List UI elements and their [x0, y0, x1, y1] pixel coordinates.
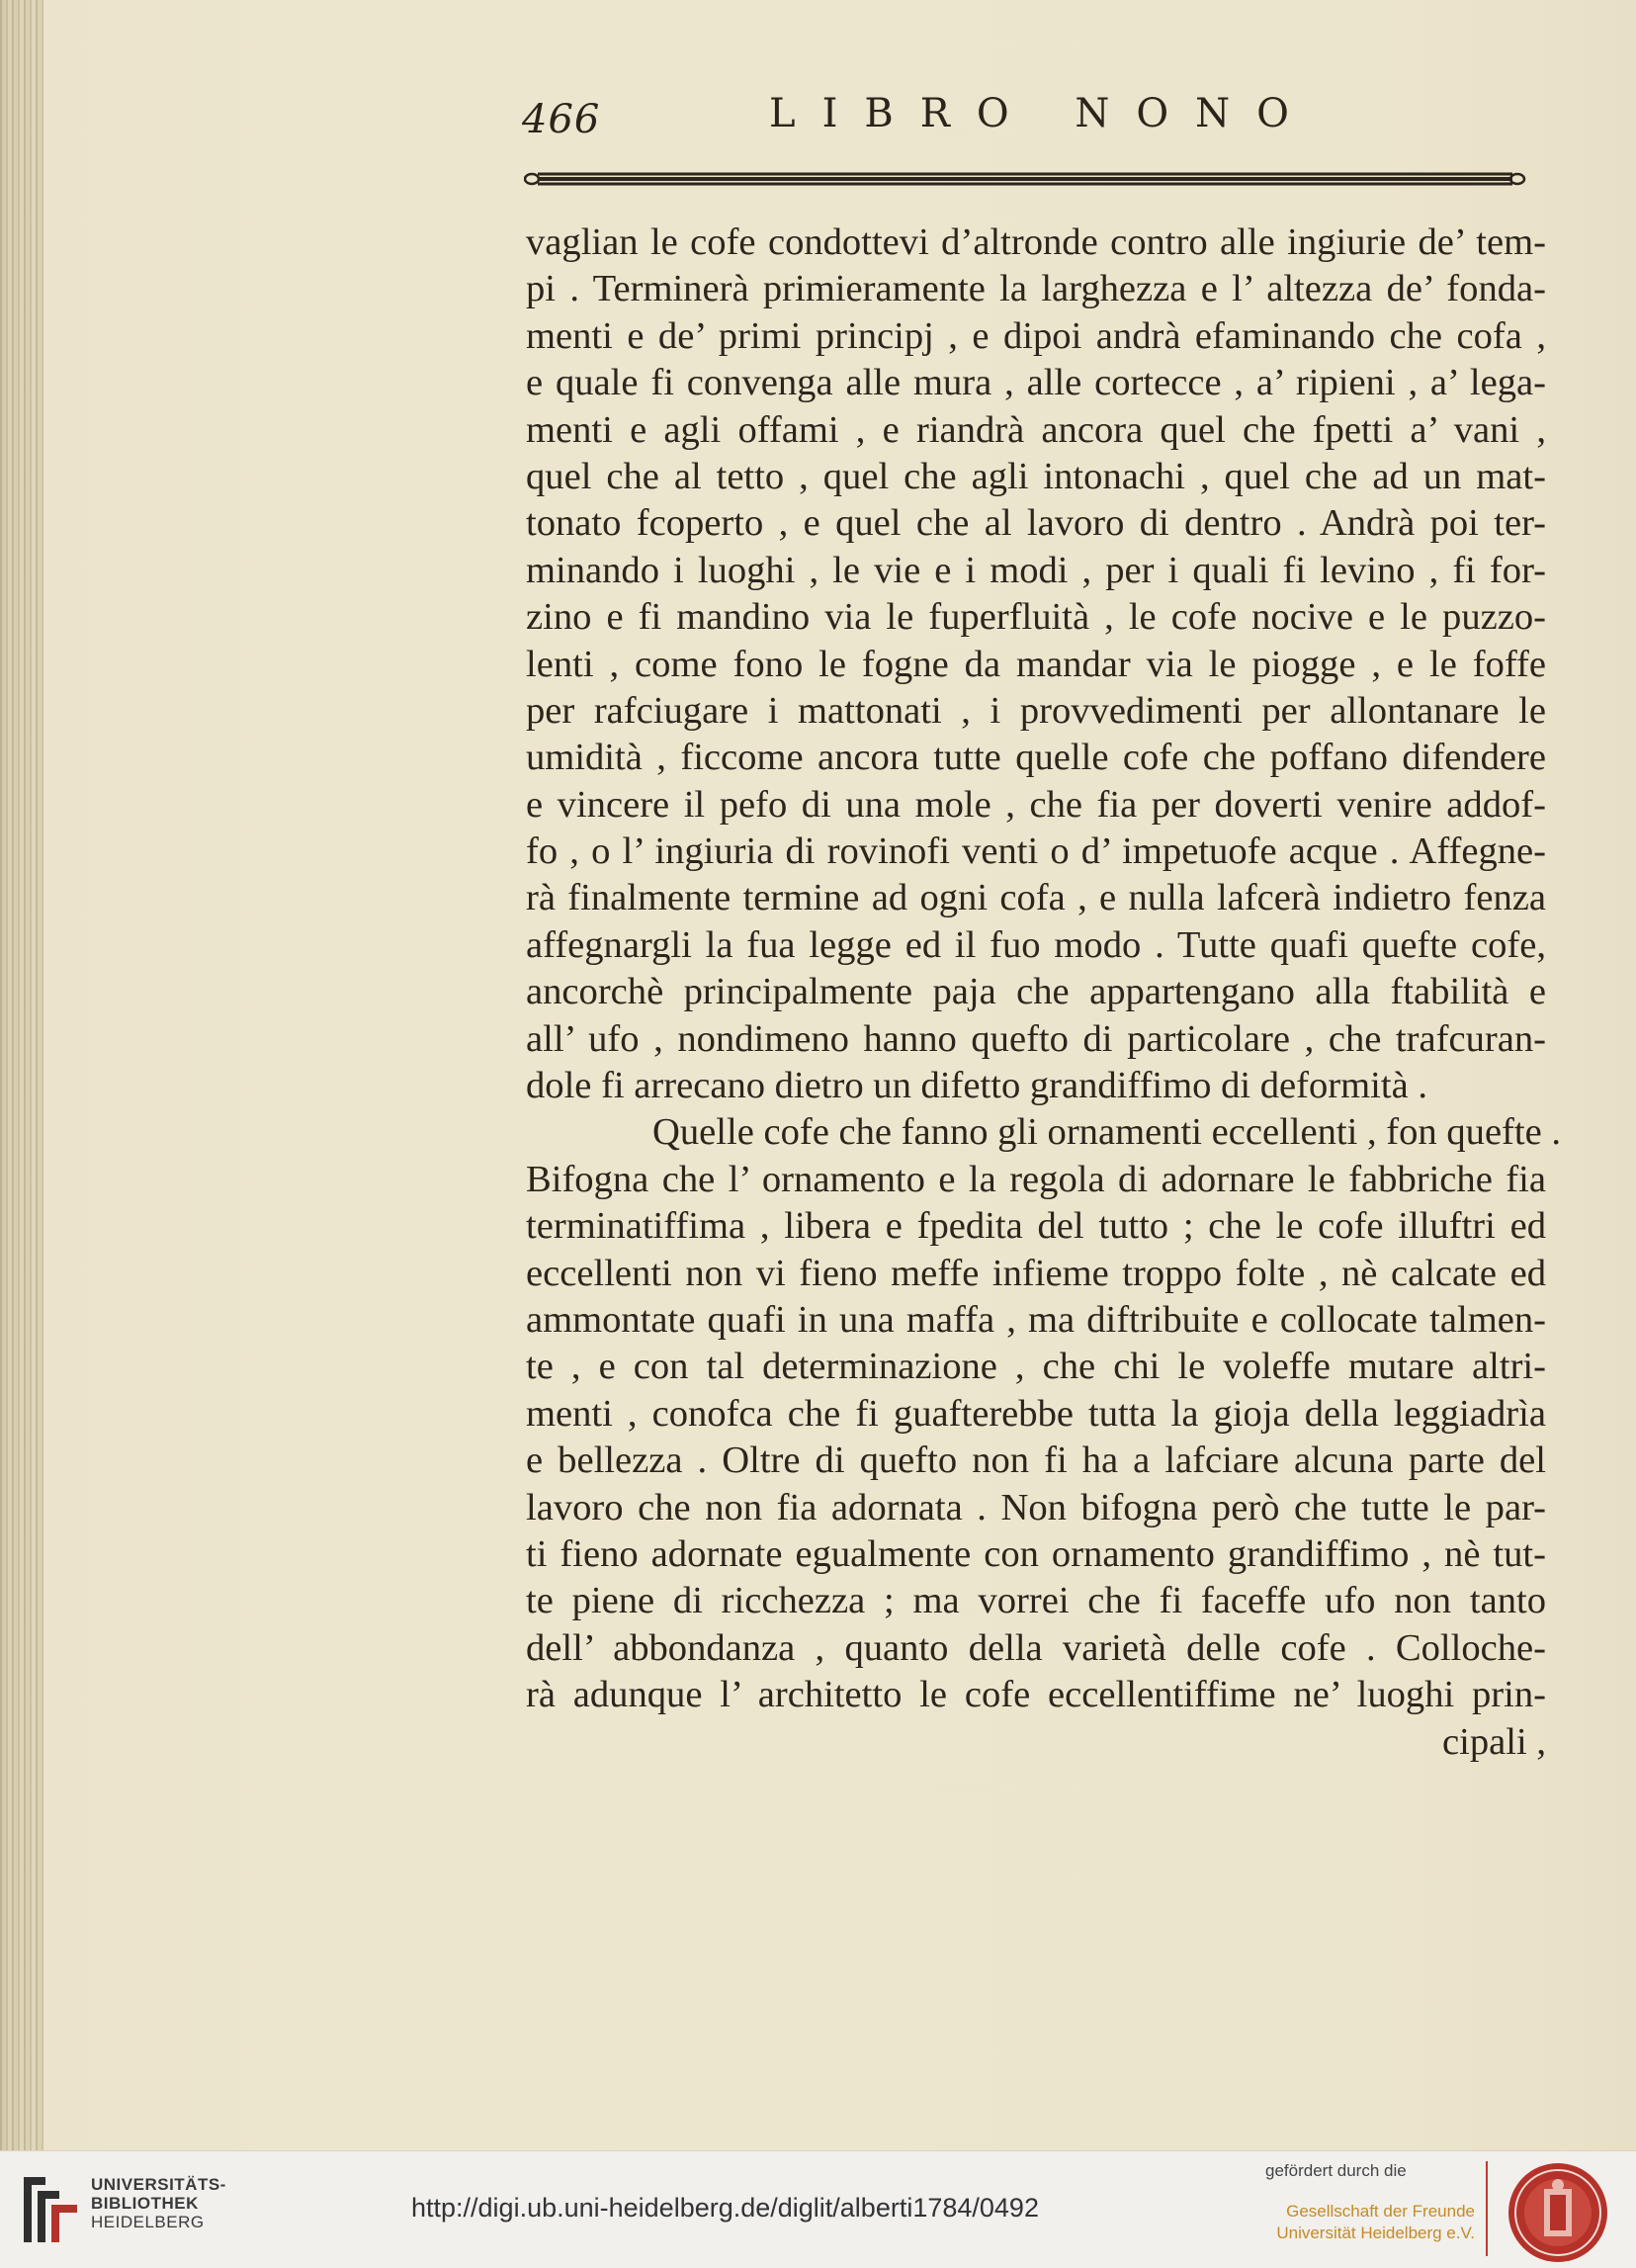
text-line: e bellezza . Oltre di quefto non fi ha a lafciare alcuna parte del — [526, 1439, 1546, 1482]
sponsor-name-line: Gesellschaft der Freunde — [1286, 2202, 1475, 2221]
viewer-footer — [0, 2150, 1636, 2268]
text-line: e quale fi convenga alle mura , alle cortecce , a’ ripieni , a’ lega- — [526, 362, 1546, 404]
permalink-url[interactable]: http://digi.ub.uni-heidelberg.de/diglit/alberti1784/0492 — [411, 2193, 1039, 2223]
library-name-line: UNIVERSITÄTS- — [91, 2175, 226, 2194]
text-line: pi . Terminerà primieramente la larghezza e l’ altezza de’ fonda- — [526, 268, 1546, 310]
text-line: zino e fi mandino via le fuperfluità , le cofe nocive e le puzzo- — [526, 596, 1546, 639]
text-line: terminatiffima , libera e fpedita del tutto ; che le cofe illuftri ed — [526, 1205, 1546, 1248]
text-line: rà finalmente termine ad ogni cofa , e nulla lafcerà indietro fenza — [526, 877, 1546, 919]
sponsor-label: gefördert durch die — [1265, 2161, 1407, 2180]
university-seal-icon — [1507, 2161, 1609, 2264]
body-text — [526, 219, 1562, 1766]
text-line: lavoro che non fia adornata . Non bifogna però che tutte le par- — [526, 1486, 1546, 1528]
page-header — [522, 91, 1550, 146]
text-line: ti fieno adornate egualmente con ornamento grandiffimo , nè tut- — [526, 1532, 1546, 1575]
text-line: eccellenti non vi fieno meffe infieme troppo folte , nè calcate ed — [526, 1252, 1546, 1294]
text-line: menti e de’ primi principj , e dipoi andrà efaminando che cofa , — [526, 314, 1546, 357]
text-line: fo , o l’ ingiuria di rovinofi venti o d’ impetuofe acque . Affegne- — [526, 830, 1546, 873]
text-line: e vincere il pefo di una mole , che fia per doverti venire addof- — [526, 783, 1546, 826]
university-library-logo-icon — [20, 2173, 83, 2246]
catchword: cipali , — [1442, 1720, 1546, 1763]
text-line: dell’ abbondanza , quanto della varietà delle cofe . Colloche- — [526, 1626, 1546, 1669]
text-line: te , e con tal determinazione , che chi le voleffe mutare altri- — [526, 1346, 1546, 1388]
text-line: dole fi arrecano dietro un difetto grandiffimo di deformità . — [526, 1065, 1427, 1107]
text-line: affegnargli la fua legge ed il fuo modo . Tutte quafi quefte cofe, — [526, 923, 1546, 966]
text-line: tonato fcoperto , e quel che al lavoro di dentro . Andrà poi ter- — [526, 502, 1546, 545]
text-line: te piene di ricchezza ; ma vorrei che fi faceffe ufo non tanto — [526, 1580, 1546, 1622]
text-line: umidità , ficcome ancora tutte quelle cofe che poffano difendere — [526, 737, 1546, 779]
text-line: lenti , come fono le fogne da mandar via le piogge , e le foffe — [526, 643, 1546, 685]
text-line: menti , conofca che fi guafterebbe tutta la gioja della leggiadrìa — [526, 1392, 1546, 1435]
sponsor-divider — [1486, 2161, 1488, 2256]
library-name-line: HEIDELBERG — [91, 2213, 205, 2231]
text-line: per rafciugare i mattonati , i provvedimenti per allontanare le — [526, 689, 1546, 732]
running-head: LIBRO NONO — [769, 91, 1316, 136]
sponsor-name-line: Universität Heidelberg e.V. — [1276, 2224, 1475, 2242]
text-line: rà adunque l’ architetto le cofe eccellentiffime ne’ luoghi prin- — [526, 1674, 1546, 1716]
text-line: minando i luoghi , le vie e i modi , per i quali fi levino , fi for- — [526, 549, 1546, 591]
text-line: Bifogna che l’ ornamento e la regola di adornare le fabbriche fia — [526, 1158, 1546, 1200]
text-line: quel che al tetto , quel che agli intonachi , quel che ad un mat- — [526, 455, 1546, 497]
ornamental-rule — [524, 168, 1526, 190]
text-line: ammontate quafi in una maffa , ma diftribuite e collocate talmen- — [526, 1298, 1546, 1341]
text-line: ancorchè principalmente paja che appartengano alla ftabilità e — [526, 971, 1546, 1013]
library-name-line: BIBLIOTHEK — [91, 2194, 199, 2213]
text-line: menti e agli offami , e riandrà ancora quel che fpetti a’ vani , — [526, 408, 1546, 451]
text-line-paragraph-start: Quelle cofe che fanno gli ornamenti eccellenti , fon quefte . — [652, 1111, 1562, 1154]
page-binding-edge — [0, 0, 43, 2150]
sponsor-name — [1255, 2201, 1475, 2244]
text-line: vaglian le cofe condottevi d’altronde contro alle ingiurie de’ tem- — [526, 221, 1546, 263]
text-line: all’ ufo , nondimeno hanno quefto di particolare , che trafcuran- — [526, 1017, 1546, 1060]
page-number: 466 — [522, 97, 601, 142]
library-name — [91, 2175, 226, 2231]
